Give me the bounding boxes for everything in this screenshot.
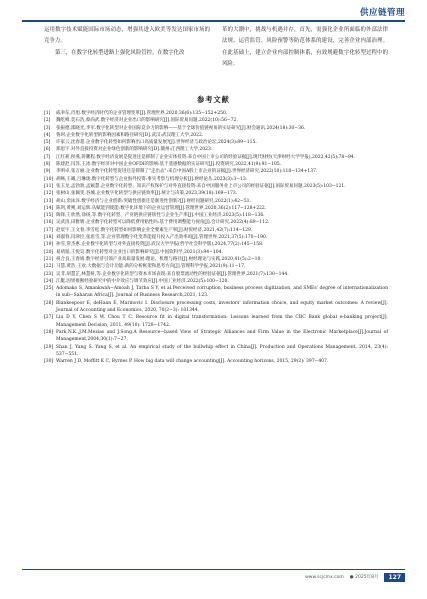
reference-item	[44, 256, 388, 263]
reference-number: [3]	[44, 125, 51, 131]
reference-item	[44, 329, 388, 344]
footer-site: www.scjcmx.com	[305, 574, 344, 580]
reference-text: 张树山,张佩雯,谷城.企业数字化转型与供应链效率[J].统计与决策,2023,39(18):169−173.	[56, 191, 238, 197]
reference-item	[44, 190, 388, 197]
reference-text: 张振德,邵晓光,李军.数字化转型对企业国际竞争力的影响——基于全球价值链视角的实证研究[J].财会通讯,2024(18):30−36.	[56, 125, 306, 131]
reference-item	[44, 154, 388, 161]
reference-item	[44, 168, 388, 175]
reference-item	[44, 139, 388, 146]
reference-text: 鲁珂.企业数字化转型的影响因素和路径研究[D].武汉:武汉理工大学,2022.	[56, 132, 204, 138]
reference-number: [29]	[44, 344, 54, 350]
reference-item	[44, 212, 388, 219]
reference-item	[44, 132, 388, 139]
reference-number: [11]	[44, 183, 54, 189]
references-list	[44, 110, 388, 365]
reference-number: [15]	[44, 213, 54, 219]
reference-item	[44, 344, 388, 359]
body-column-right	[222, 25, 388, 70]
reference-text: 陈建赵,闫苏,王冰.数字经济对中国企业OFDI的影响:基于遥感数据的实证研究[J].投资研究,2022,41(9):91−105.	[56, 162, 282, 168]
reference-text: 孙雪,常杰惠.企业数字化转型与对外直接投资[J].武汉大学学报(哲学社会科学版),2024,77(2):145−158.	[56, 242, 264, 248]
reference-number: [8]	[44, 162, 51, 168]
reference-item	[44, 249, 388, 256]
journal-brand: 供应链管理	[359, 8, 405, 18]
reference-item	[44, 263, 388, 270]
reference-number: [18]	[44, 235, 54, 241]
reference-text: 刘淑春,闫津臣,张思雪,等.企业管理数字化变革能提升投入产出效率吗[J].管理世界,2021,37(5):170−190.	[56, 235, 268, 241]
reference-text: 李明卓,张万丽.企业数字化转型促进还是抑制了"走出去":来自中国A股上市企业的证据[J].世界经济研究,2022(10):118−134+137.	[56, 169, 318, 175]
reference-item	[44, 358, 388, 365]
reference-number: [13]	[44, 198, 54, 204]
reference-text: 易靖韬,王悦昊.数字化转型对企业出口的影响研究[J].中国软科学,2021(3):94−104.	[56, 249, 223, 255]
reference-number: [9]	[44, 169, 51, 175]
reference-text: 祝合良,王春娟.数字经济引领产业高质量发展:理论、机理与路径[J].财经理论与实践,2020,41(5):2−10.	[56, 256, 262, 262]
reference-text: 马慧,黄浩,王欢.大数据与会计功能:新的分析框架和思考方向[J].管理科学学报,2021(9):11−17.	[56, 264, 246, 270]
reference-text: 陈剑,黄朔,刘运辉.从赋能到使能:数字化环境下的企业运营管理[J].管理世界,2020,36(2):117−128+222.	[56, 205, 267, 211]
footer-issue: ● 2025年8月	[349, 575, 379, 580]
reference-item	[44, 241, 388, 248]
body-paragraph: 第三，在数字化转型进路上强化风险管控。在数字化改	[55, 49, 185, 56]
reference-text: 吴非,胡慧芷,林慧妍,等.企业数字化转型与资本市场表现:来自股票流动性的经验证据[J].管理世界,2021(7):130−144.	[56, 271, 289, 277]
references-title: 参考文献	[197, 95, 230, 104]
reference-number: [2]	[44, 118, 51, 124]
reference-number: [24]	[44, 278, 54, 284]
reference-number: [21]	[44, 256, 54, 262]
reference-text: Liu D Y, Chen S W, Chou T C. Resource fit in digital transformation: Lessons learned from the CBC Bank global e-banking project[J]. Management Decision, 2011, 49(10): 1728−1742.	[56, 315, 388, 328]
reference-text: 赵宸宇,王文春,李雪松.数字化转型如何影响企业全要素生产率[J].财贸经济,2021,42(7):114−129.	[56, 227, 253, 233]
reference-number: [27]	[44, 315, 54, 321]
reference-number: [14]	[44, 205, 54, 211]
reference-text: 胡山,余泳泽.数字经济与企业创新:突破性创新还是渐进性创新?[J].财经问题研究,2022(1):42−51.	[56, 198, 251, 204]
reference-number: [16]	[44, 220, 54, 226]
reference-number: [1]	[44, 111, 51, 116]
reference-number: [20]	[44, 249, 54, 255]
reference-item	[44, 125, 388, 132]
reference-item	[44, 110, 388, 117]
reference-number: [7]	[44, 154, 51, 160]
reference-number: [22]	[44, 264, 54, 270]
reference-item	[44, 219, 388, 226]
reference-item	[44, 271, 388, 278]
reference-text: 胡畅,王曦,吕琳珑.数字化转型与企业海外投资:事实考察与机理分析[J].财经论丛,2023(3):3−13.	[56, 176, 248, 182]
reference-number: [17]	[44, 227, 54, 233]
reference-item	[44, 278, 388, 285]
reference-item	[44, 198, 388, 205]
header-rule	[22, 20, 405, 22]
reference-number: [30]	[44, 359, 54, 365]
reference-number: [23]	[44, 271, 54, 277]
reference-text: Park,N.K.,J.M.Mezias and J.Song.A Resource−based View of Strategic Alliances and Firm Value in the Electronic Marketplace[J].Journal of Management,2004,30(1):7−27.	[56, 329, 388, 343]
reference-text: 吴武清,田雅婧.企业数字化转型可以降低费用粘性吗:基于费用调整能力视角[J].会计研究,2022(4):89−112.	[56, 220, 270, 226]
reference-text: Shan J, Yang S, Yang S, et al. An empirical study of the bullwhip effect in China[J]. Production and Operations Management, 2014, 23(4): 537−551.	[56, 344, 388, 357]
reference-text: Adomako S, Amankwah−Amoah J, Tarba S Y, et al.Perceived corruption, business process digitization, and SMEs' degree of internationalization in sub−Saharan Africa[J]. Journal of Business Research,2021, 123.	[56, 286, 388, 299]
page-number: 127	[384, 573, 405, 582]
reference-number: [28]	[44, 329, 54, 335]
reference-item	[44, 176, 388, 183]
reference-number: [19]	[44, 242, 54, 248]
reference-number: [10]	[44, 176, 54, 182]
reference-number: [6]	[44, 147, 51, 153]
body-column-left	[44, 25, 210, 70]
reference-item	[44, 161, 388, 168]
reference-item	[44, 183, 388, 190]
reference-number: [4]	[44, 132, 51, 138]
reference-number: [26]	[44, 300, 54, 306]
reference-text: 江艇.因果推断经验研究中的中介效应与调节效应[J].中国工业经济,2022(5):100−120.	[56, 278, 229, 284]
reference-text: 张玉龙,孟勃勃,孟颖慧.企业数字化转型、知识产权保护与对外直接投资:来自中国服务业上市公司的经验证据[J].国际贸易问题,2023(5):103−121.	[56, 183, 346, 189]
reference-item	[44, 285, 388, 300]
reference-text: 郑思宇.对外直接投资对企业绿色创新的影响研究[D].赣州:江西理工大学,2023.	[56, 147, 213, 153]
reference-item	[44, 117, 388, 124]
reference-item	[44, 234, 388, 241]
reference-text: 许家云,沈春超.企业数字化转型如何影响出口高质量发展?[J].世界经济与政治论坛,2024(3):89−115.	[56, 140, 257, 146]
reference-text: 江红莉,侯燕,蒋鹏程.数字经济发展是促进还是抑制了企业实体投资:来自中国上市公司的经验证据[J].现代财经(天津财经大学学报),2022,42(5):78−94.	[56, 154, 356, 160]
reference-number: [5]	[44, 140, 51, 146]
page-footer	[22, 569, 405, 584]
reference-item	[44, 205, 388, 212]
body-paragraph: 革的大潮中，挑战与机遇并存，首先，需强化企业所面临的外部法律法规、运营监管、风险预警等防范体系的建设，完善企业内部治理。在此基础上，建立企业内部控制体系，有效规避数字化转型过程中的风险。	[222, 27, 388, 67]
reference-item	[44, 227, 388, 234]
reference-text: Warren J D, Moffitt K C, Byrnes P. How big data will change accounting[J]. Accounting horizons, 2015, 29(2): 397−407.	[56, 359, 329, 365]
reference-text: 戚聿东,肖旭.数字经济时代的企业管理变革[J].管理世界,2020,36(6):135−152+250.	[56, 111, 228, 116]
reference-text: Blankespoor E, deHaan E, Marinovic I. Disclosure processing costs, investors' information choice, and equity market outcomes: A review[J]. Journal of Accounting and Economics, 2020, 70(2−3): 101344.	[56, 300, 388, 314]
reference-text: 陶锋,王欣然,徐扬,等.数字化转型、产业链供应链韧性与企业生产率[J].中国工业经济,2023(5):118−136.	[56, 213, 265, 219]
reference-number: [12]	[44, 191, 54, 197]
reference-text: 魏屹峰,奕石浩,蔡尚武.数字经济对企业出口的影响研究[J].国际贸易问题,2022(10):56−72.	[56, 118, 238, 124]
body-text	[44, 25, 388, 70]
reference-item	[44, 146, 388, 153]
reference-item	[44, 300, 388, 315]
reference-item	[44, 314, 388, 329]
body-paragraph: 运用数字技术赋能国际市场动态，增强其进入欧美等发达国家市场的竞争力。	[44, 27, 210, 45]
reference-number: [25]	[44, 286, 54, 292]
